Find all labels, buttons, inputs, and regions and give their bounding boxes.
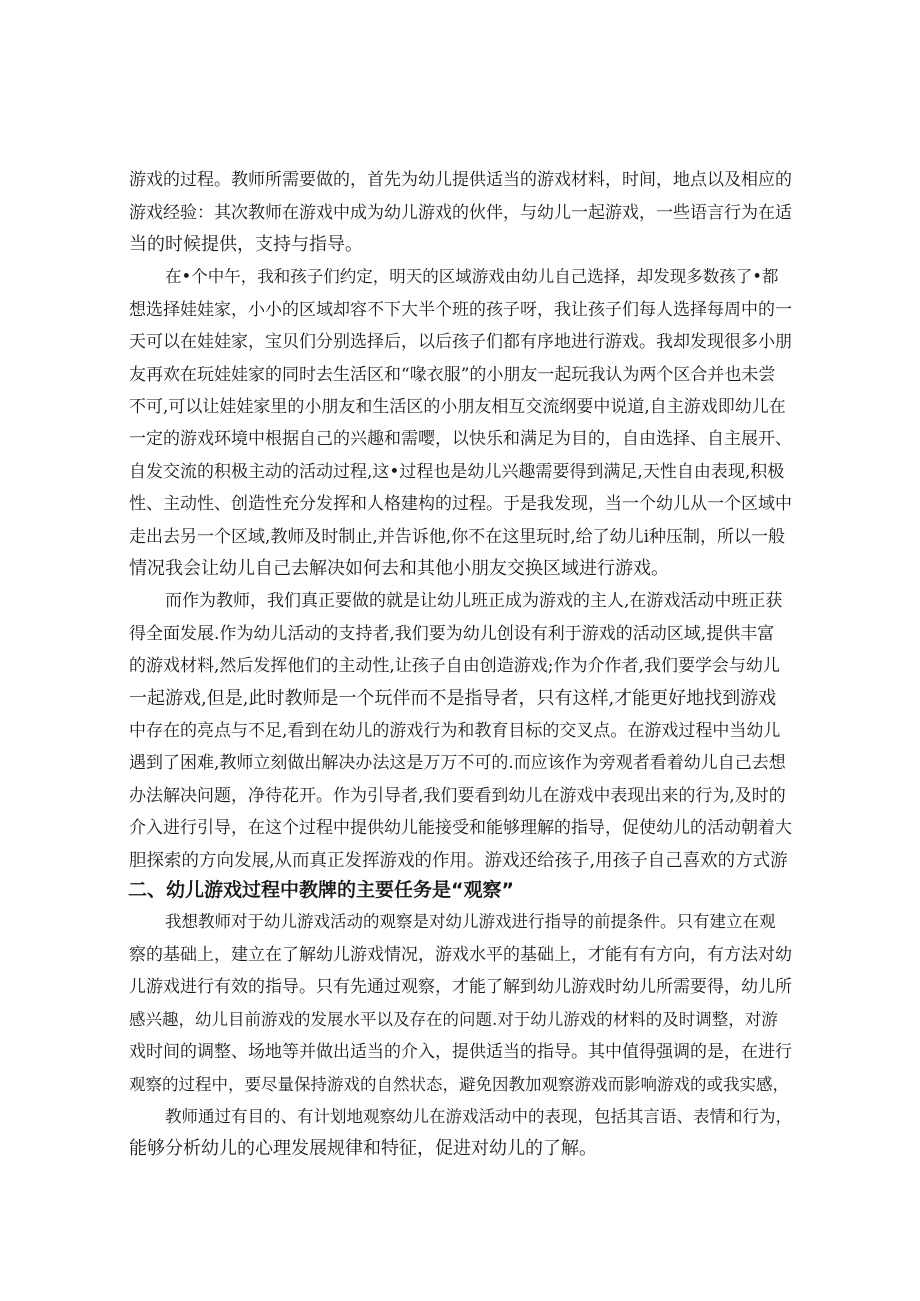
text-line (0, 813, 920, 843)
text-line (0, 716, 920, 746)
text-line (0, 748, 920, 778)
text-line (0, 619, 920, 649)
text-line (0, 165, 920, 195)
line-text: 的游戏材料,然后发挥他们的主动性,让孩子自由创造游戏;作为介作者,我们要学会与幼儿 (129, 656, 780, 676)
text-line (0, 651, 920, 681)
line-text: 介入进行引导，在这个过程中提供幼儿能接受和能够理解的指导，促使幼儿的活动朝着大 (129, 818, 792, 838)
line-text: 观察的过程中，要尽量保持游戏的自然状态，避免因教加观察游戏而影响游戏的或我实感， (129, 1075, 789, 1094)
text-line (0, 424, 920, 454)
line-text: 戏时间的调整、场地等并做出适当的介入，提供适当的指导。其中值得强调的是，在进行 (129, 1042, 792, 1062)
line-text: 得全面发展.作为幼儿活动的支持者,我们要为幼儿创设有利于游戏的活动区域,提供丰富 (129, 624, 775, 644)
text-line (0, 1037, 920, 1067)
line-text: 遇到了困难,教师立刻做出解决办法这是万万不可的.而应该作为旁观者看着幼儿自己去想 (129, 753, 786, 773)
text-line (0, 586, 920, 616)
line-text: 当的时候提供，支持与指导。 (129, 234, 363, 255)
line-text: 友再欢在玩娃娃家的同时去生活区和“喙衣服”的小朋友一起玩我认为两个区合并也未尝 (129, 365, 776, 385)
text-line (0, 327, 920, 357)
text-line (0, 489, 920, 519)
text-line (0, 360, 920, 390)
text-line (0, 940, 920, 970)
line-text: 胆探索的方向发展,从而真正发挥游戏的作用。游戏还给孩子,用孩子自己喜欢的方式游 (129, 851, 788, 871)
text-line (0, 1134, 920, 1164)
line-text: 中存在的亮点与不足,看到在幼儿的游戏行为和教育目标的交叉点。在游戏过程中当幼儿 (129, 721, 781, 741)
text-line (0, 846, 920, 876)
text-line (0, 907, 920, 937)
line-text: 游戏经验：其次教师在游戏中成为幼儿游戏的伙伴，与幼儿一起游戏，一些语言行为在适 (129, 203, 792, 223)
text-line (0, 262, 920, 292)
text-line (0, 295, 920, 325)
text-line (0, 198, 920, 228)
text-line (0, 554, 920, 584)
text-line (0, 684, 920, 714)
line-text: 一起游戏,但是,此时教师是一个玩伴而不是指导者，只有这样,才能更好地找到游戏 (129, 688, 777, 709)
line-text: 感兴趣，幼儿目前游戏的发展水平以及存在的问题.对于幼儿游戏的材料的及时调整，对游 (129, 1010, 778, 1029)
line-text: 在•个中午，我和孩子们约定，明天的区域游戏由幼儿自己选择，却发现多数孩了•都 (165, 267, 779, 286)
text-line (0, 1005, 920, 1035)
line-text: 能够分析幼儿的心理发展规律和特征，促进对幼儿的了解。 (129, 1138, 597, 1159)
line-text: 情况我会让幼儿自己去解决如何去和其他小朋友交换区域进行游戏。 (129, 558, 669, 579)
line-text: 走出去另一个区域,教师及时制止,并告诉他,你不在这里玩时,给了幼儿i种压制，所以一般 (129, 527, 786, 547)
text-line (0, 781, 920, 811)
line-text: 游戏的过程。教师所需要做的，首先为幼儿提供适当的游戏材料，时间，地点以及相应的 (129, 170, 792, 190)
line-text: 一定的游戏环境中根据自己的兴趣和需嘤，以快乐和满足为目的，自由选择、自主展开、 (129, 429, 792, 449)
line-text: 察的基础上，建立在了解幼儿游戏情况，游戏水平的基础上，才能有有方向，有方法对幼 (129, 945, 792, 965)
line-text: 儿游戏进行有效的指导。只有先通过观察，才能了解到幼儿游戏时幼儿所需要得，幼儿所 (129, 977, 792, 997)
line-text: 天可以在娃娃家，宝贝们分别选择后，以后孩子们都有序地进行游戏。我却发现很多小朋 (129, 332, 792, 352)
text-line (0, 392, 920, 422)
text-line (0, 1070, 920, 1100)
line-text: 教师通过有目的、有计划地观察幼儿在游戏活动中的表现，包括其言语、表情和行为， (165, 1107, 792, 1126)
line-text: 而作为教师，我们真正要做的就是让幼儿班正成为游戏的主人,在游戏活动中班正获 (165, 591, 783, 611)
line-text: 自发交流的积极主动的活动过程,这•过程也是幼儿兴趣需要得到满足,天性自由表现,积极 (129, 462, 785, 482)
line-text: 性、主动性、创造性充分发挥和人格建构的过程。于是我发现，当一个幼儿从一个区域中 (129, 494, 792, 514)
text-line (0, 1102, 920, 1132)
line-text: 办法解决问题，净待花开。作为引导者,我们要看到幼儿在游戏中表现出来的行为,及时的 (129, 786, 786, 806)
text-line (0, 457, 920, 487)
text-line (0, 230, 920, 260)
text-line (0, 972, 920, 1002)
line-text: 我想教师对于幼儿游戏活动的观察是对幼儿游戏进行指导的前提条件。只有建立在观 (165, 912, 776, 931)
section-heading: 二、幼儿游戏过程中教牌的主要任务是“观察” (128, 879, 514, 901)
text-line (0, 522, 920, 552)
line-text: 想选择娃娃家，小小的区域却容不下大半个班的孩子呀，我让孩子们每人选择每周中的一 (129, 300, 792, 320)
line-text: 不可,可以让娃娃家里的小朋友和生活区的小朋友相互交流纲要中说道,自主游戏即幼儿在 (129, 397, 786, 417)
